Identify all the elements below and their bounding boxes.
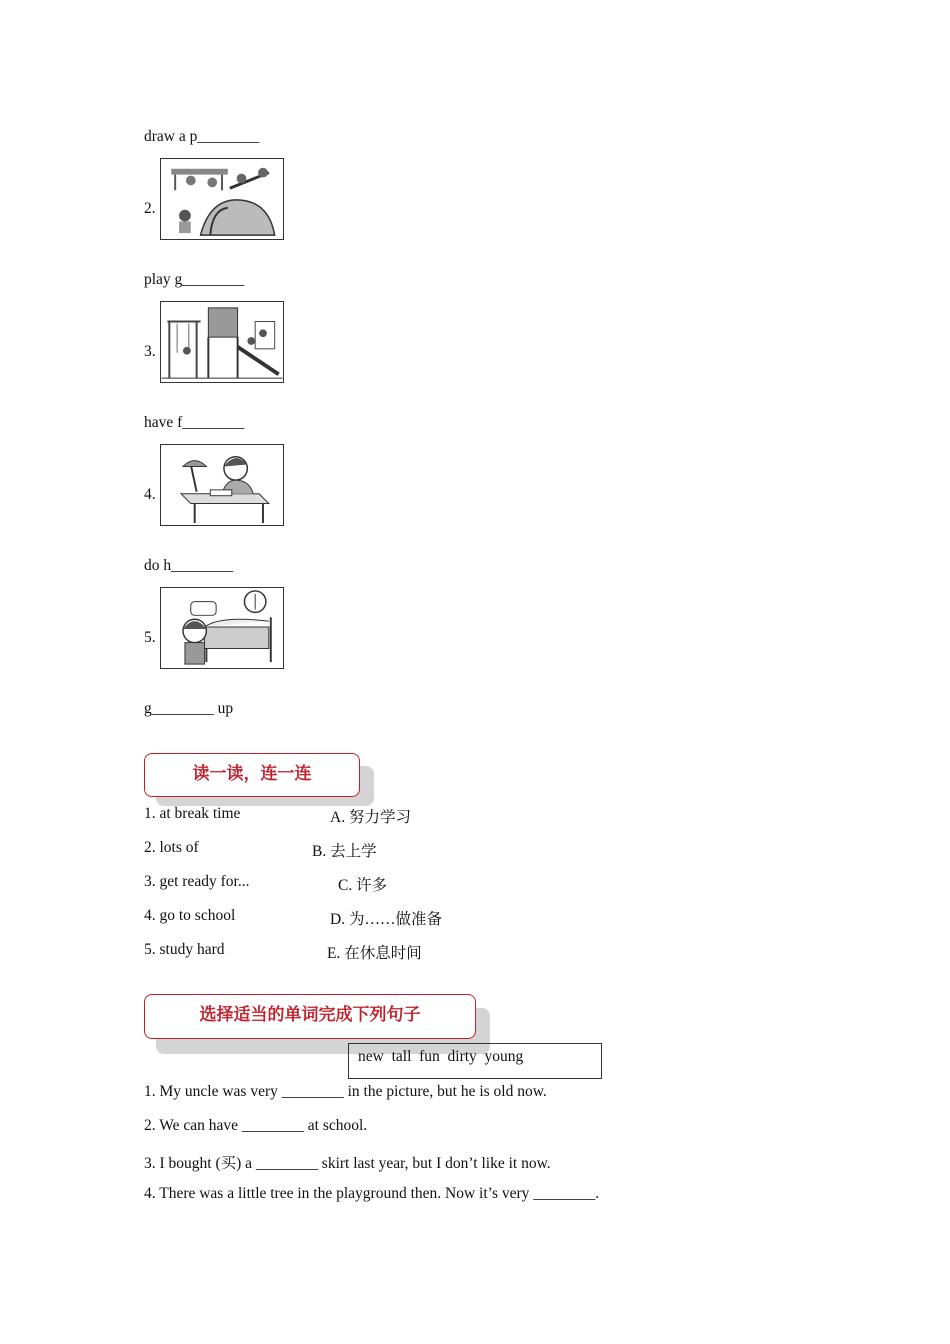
- match-left-1: 1. at break time: [144, 805, 241, 822]
- playground-equipment-picture: [160, 301, 284, 383]
- item-number-5: 5.: [144, 629, 156, 646]
- playground-picture: [160, 158, 284, 240]
- sentence-2: 2. We can have ________ at school.: [144, 1117, 368, 1134]
- section-title-match: 读一读，连一连: [144, 753, 360, 797]
- match-right-d: D. 为……做准备: [330, 911, 442, 928]
- match-left-3: 3. get ready for...: [144, 873, 250, 890]
- boy-studying-illustration: [161, 445, 283, 525]
- match-right-c: C. 许多: [338, 877, 388, 894]
- item-number-4: 4.: [144, 486, 156, 503]
- playground-illustration: [161, 159, 283, 239]
- sentence-4: 4. There was a little tree in the playground then. Now it’s very ________.: [144, 1185, 600, 1202]
- match-right-e: E. 在休息时间: [327, 945, 422, 962]
- phrase-play: play g________: [144, 271, 245, 288]
- match-right-a: A. 努力学习: [330, 809, 411, 826]
- sentence-3: 3. I bought (买) a ________ skirt last year, but I don’t like it now.: [144, 1155, 551, 1172]
- match-right-b: B. 去上学: [312, 843, 377, 860]
- boy-waking-up-picture: [160, 587, 284, 669]
- word-bank: new tall fun dirty young: [348, 1043, 602, 1079]
- match-left-5: 5. study hard: [144, 941, 225, 958]
- phrase-have: have f________: [144, 414, 245, 431]
- phrase-draw: draw a p________: [144, 128, 260, 145]
- match-left-2: 2. lots of: [144, 839, 199, 856]
- phrase-get: g________ up: [144, 700, 234, 717]
- item-number-3: 3.: [144, 343, 156, 360]
- playground-equipment-illustration: [161, 302, 283, 382]
- sentence-1: 1. My uncle was very ________ in the picture, but he is old now.: [144, 1083, 547, 1100]
- boy-studying-picture: [160, 444, 284, 526]
- item-number-2: 2.: [144, 200, 156, 217]
- section-title-fill: 选择适当的单词完成下列句子: [144, 994, 476, 1039]
- phrase-do: do h________: [144, 557, 234, 574]
- match-left-4: 4. go to school: [144, 907, 236, 924]
- boy-waking-up-illustration: [161, 588, 283, 668]
